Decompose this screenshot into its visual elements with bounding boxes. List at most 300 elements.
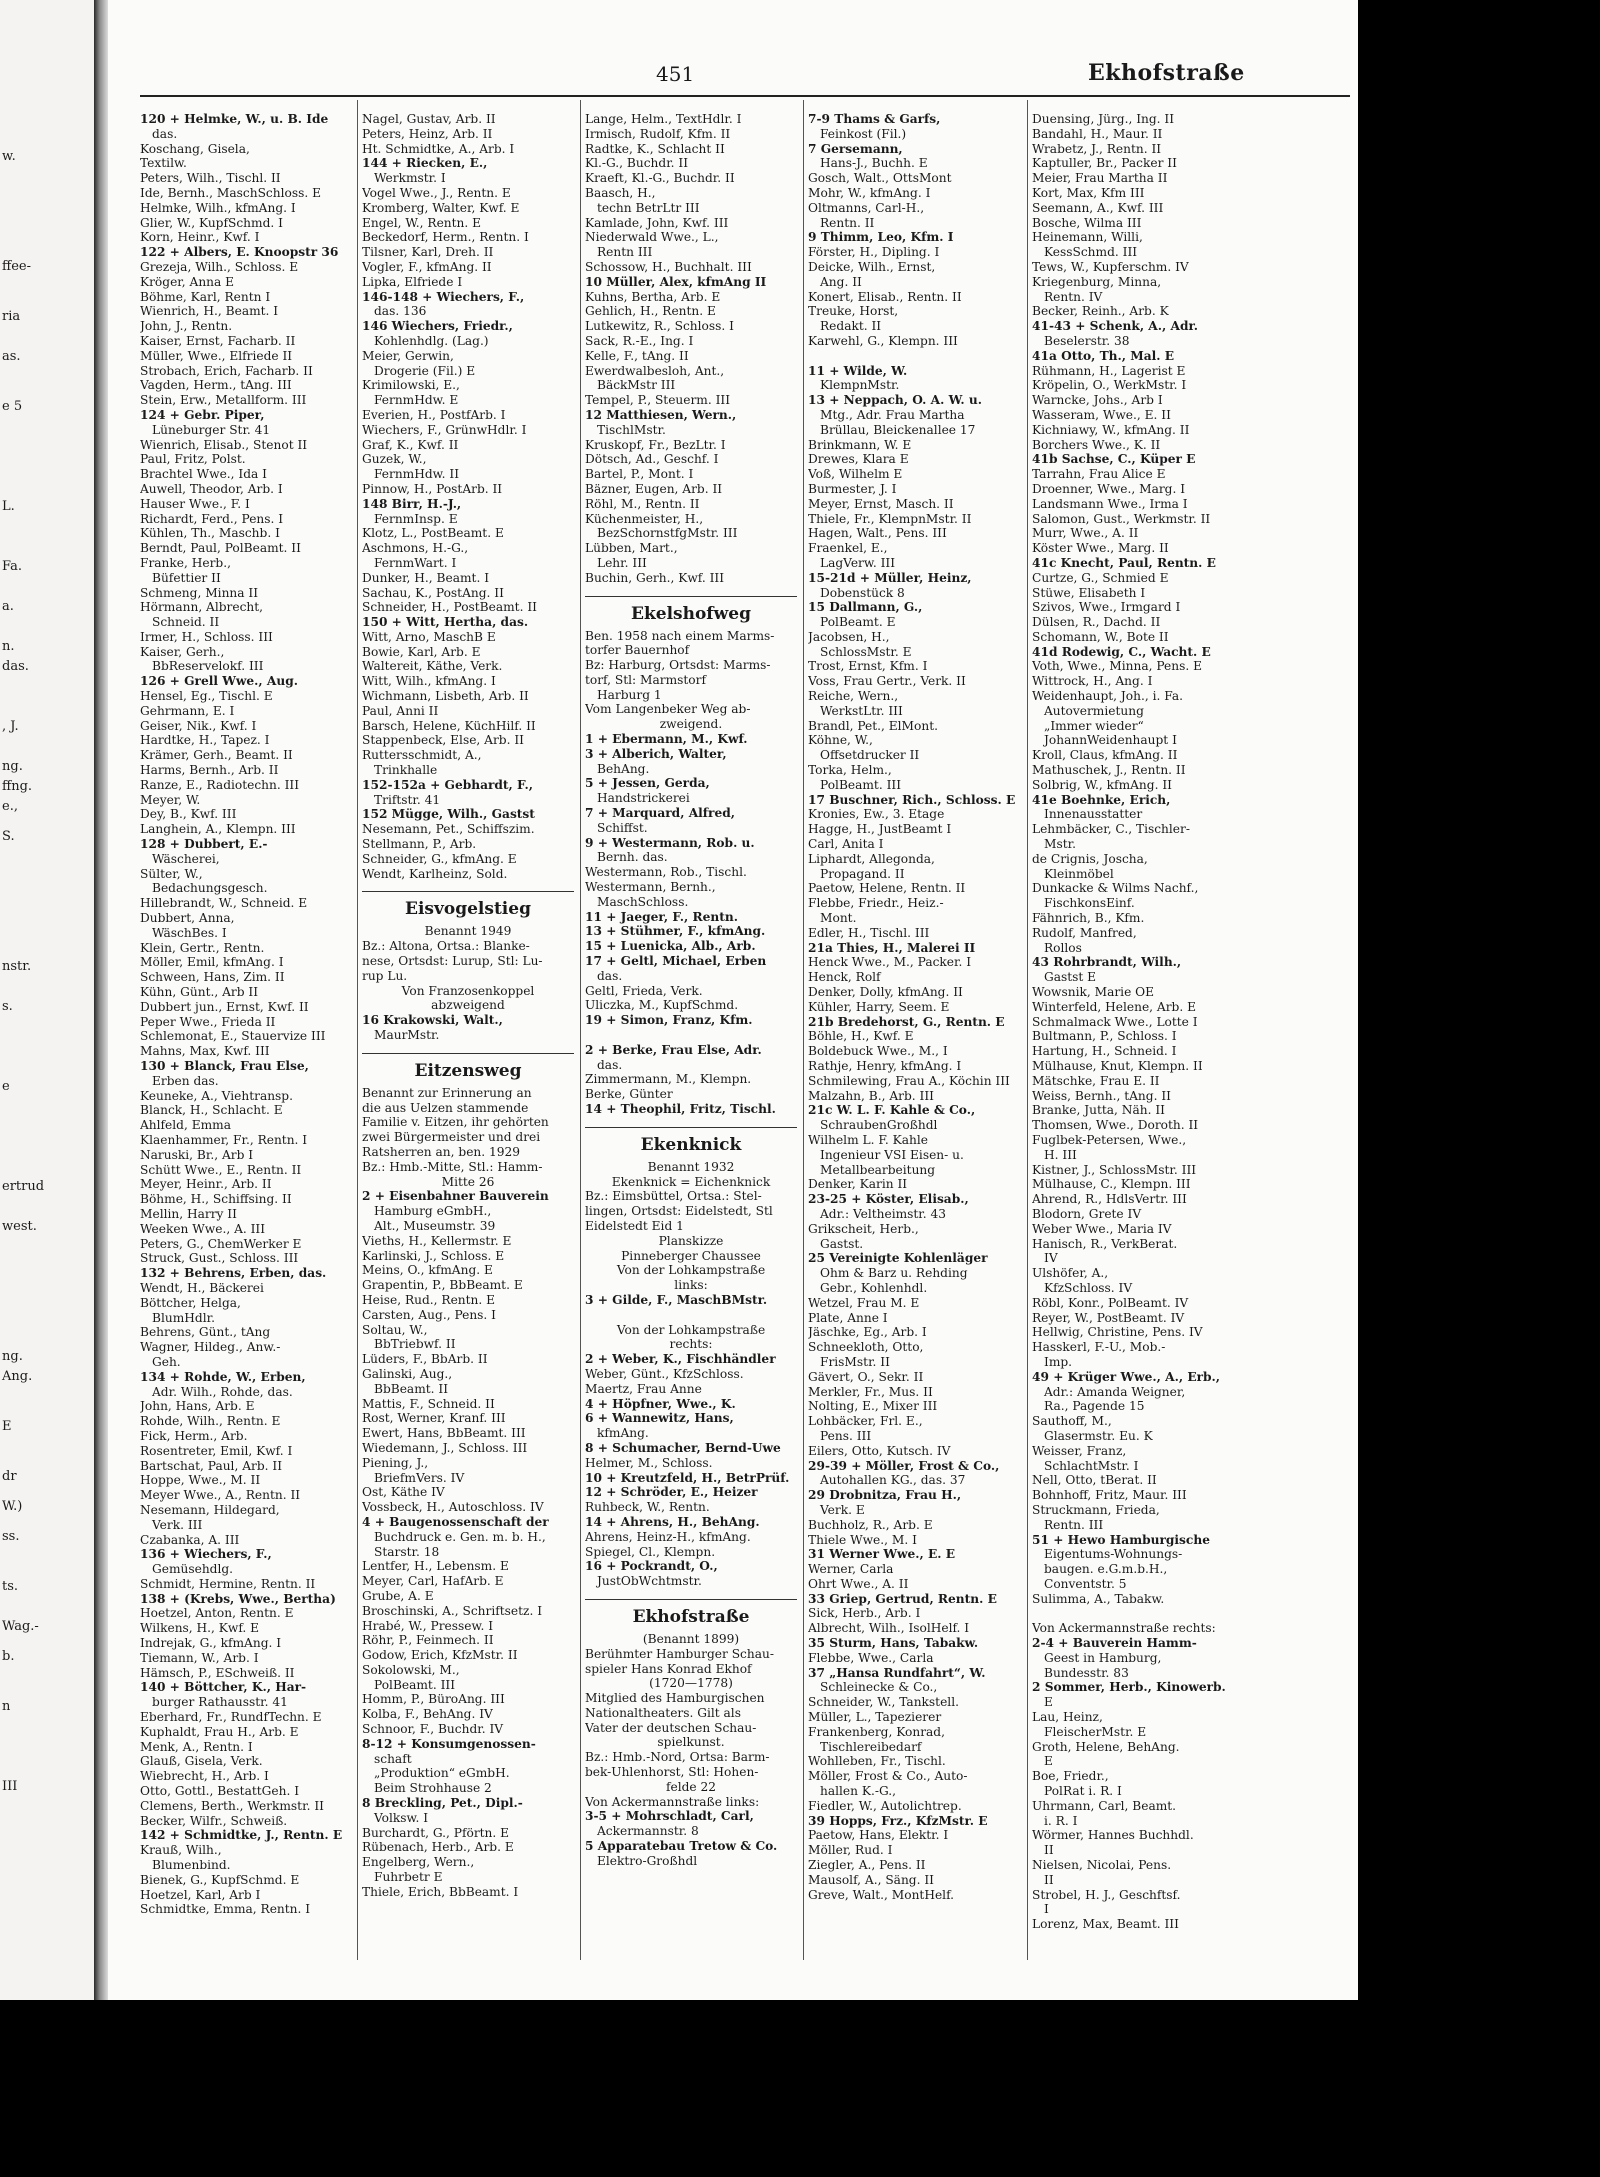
directory-entry: KlempnMstr.: [820, 378, 900, 393]
directory-entry: Paul, Fritz, Polst.: [140, 452, 246, 467]
directory-entry: Gävert, O., Sekr. II: [808, 1369, 924, 1384]
directory-entry: Kruskopf, Fr., BezLtr. I: [585, 437, 726, 452]
directory-entry: John, J., Rentn.: [140, 319, 233, 334]
directory-entry: Böttcher, Helga,: [140, 1295, 241, 1310]
directory-entry: Eidelstedt Eid 1: [585, 1218, 684, 1233]
directory-entry: Autohallen KG., das. 37: [820, 1473, 966, 1488]
directory-entry: Schiffst.: [597, 820, 648, 835]
directory-entry: 41d Rodewig, C., Wacht. E: [1032, 644, 1211, 659]
directory-entry: 12 Matthiesen, Wern.,: [585, 407, 737, 422]
directory-entry: 4 + Baugenossenschaft der: [362, 1514, 549, 1529]
directory-entry: 39 Hopps, Frz., KfzMstr. E: [808, 1813, 988, 1828]
directory-entry: Glasermstr. Eu. K: [1044, 1428, 1153, 1443]
directory-entry: Rollos: [1044, 940, 1082, 955]
directory-entry: Sokolowski, M.,: [362, 1662, 460, 1677]
directory-entry: Deicke, Wilh., Ernst,: [808, 259, 936, 274]
directory-entry: Lehr. III: [597, 555, 647, 570]
directory-entry: Rudolf, Manfred,: [1032, 925, 1137, 940]
directory-entry: Dunker, H., Beamt. I: [362, 570, 490, 585]
directory-entry: [585, 1028, 797, 1043]
directory-entry: Peper Wwe., Frieda II: [140, 1014, 276, 1029]
directory-entry: [585, 1308, 797, 1323]
directory-entry: Kühler, Harry, Seem. E: [808, 999, 950, 1014]
directory-entry: Gastst.: [820, 1236, 864, 1251]
directory-entry: Westermann, Bernh.,: [585, 880, 716, 895]
directory-entry: 124 + Gebr. Piper,: [140, 407, 265, 422]
directory-entry: Radtke, K., Schlacht II: [585, 141, 725, 156]
facing-page-fragment: n: [2, 1699, 11, 1714]
directory-entry: Rübenach, Herb., Arb. E: [362, 1840, 514, 1855]
directory-entry: 122 + Albers, E. Knoopstr 36: [140, 245, 339, 260]
directory-entry: Schleinecke & Co.,: [820, 1680, 938, 1695]
directory-entry: Sülter, W.,: [140, 866, 203, 881]
directory-entry: Ziegler, A., Pens. II: [808, 1858, 926, 1873]
book-gutter: [94, 0, 108, 2000]
directory-entry: E: [1044, 1754, 1053, 1769]
directory-entry: Wilkens, H., Kwf. E: [140, 1621, 260, 1636]
directory-entry: Textilw.: [140, 156, 187, 171]
directory-entry: PolRat i. R. I: [1044, 1784, 1122, 1799]
directory-entry: Kronies, Ew., 3. Etage: [808, 807, 945, 822]
directory-entry: 41-43 + Schenk, A., Adr.: [1032, 319, 1199, 334]
directory-entry: spieler Hans Konrad Ekhof: [585, 1661, 752, 1676]
directory-entry: Menk, A., Rentn. I: [140, 1739, 253, 1754]
directory-entry: Schmilewing, Frau A., Köchin III: [808, 1073, 1010, 1088]
directory-entry: Meier, Frau Martha II: [1032, 171, 1168, 186]
directory-entry: Berndt, Paul, PolBeamt. II: [140, 541, 301, 556]
directory-entry: Pens. III: [820, 1428, 872, 1443]
directory-entry: Nesemann, Pet., Schiffszim.: [362, 822, 535, 837]
column-3: [585, 112, 797, 1869]
directory-entry: Paul, Anni II: [362, 703, 439, 718]
directory-entry: Solbrig, W., kfmAng. II: [1032, 777, 1172, 792]
directory-entry: Berke, Günter: [585, 1087, 673, 1102]
directory-entry: Kichniawy, W., kfmAng. II: [1032, 422, 1190, 437]
directory-entry: Greve, Walt., MontHelf.: [808, 1887, 955, 1902]
directory-entry: Hardtke, H., Tapez. I: [140, 733, 270, 748]
directory-entry: Helmer, M., Schloss.: [585, 1455, 713, 1470]
directory-entry: das.: [152, 126, 178, 141]
directory-entry: Merkler, Fr., Mus. II: [808, 1384, 933, 1399]
directory-entry: Harms, Bernh., Arb. II: [140, 763, 279, 778]
directory-entry: Lutkewitz, R., Schloss. I: [585, 319, 734, 334]
directory-entry: kfmAng.: [597, 1426, 649, 1441]
directory-entry: Wendt, H., Bäckerei: [140, 1280, 264, 1295]
directory-entry: Hamburg eGmbH.,: [374, 1204, 492, 1219]
directory-entry: Voß, Wilhelm E: [808, 467, 903, 482]
directory-entry: Denker, Karin II: [808, 1177, 908, 1192]
directory-entry: Rathje, Henry, kfmAng. I: [808, 1059, 962, 1073]
directory-entry: Denker, Dolly, kfmAng. II: [808, 985, 963, 1000]
directory-entry: Adr. Wilh., Rohde, das.: [152, 1384, 293, 1399]
directory-entry: 4 + Höpfner, Wwe., K.: [585, 1396, 736, 1411]
directory-entry: Frankenberg, Konrad,: [808, 1724, 945, 1739]
header-rule: [140, 95, 1350, 97]
directory-entry: Ulshöfer, A.,: [1032, 1266, 1109, 1281]
directory-entry: Röbl, Konr., PolBeamt. IV: [1032, 1295, 1189, 1310]
directory-entry: Wrabetz, J., Rentn. II: [1032, 141, 1162, 156]
directory-entry: Bultmann, P., Schloss. I: [1032, 1029, 1177, 1044]
directory-entry: 15 + Luenicka, Alb., Arb.: [585, 939, 756, 954]
directory-entry: Wienrich, Elisab., Stenot II: [140, 437, 308, 452]
directory-entry: Wiebrecht, H., Arb. I: [140, 1769, 269, 1784]
directory-entry: Mausolf, A., Säng. II: [808, 1872, 934, 1887]
directory-entry: Trost, Ernst, Kfm. I: [808, 659, 928, 674]
directory-entry: Wilhelm L. F. Kahle: [808, 1132, 928, 1147]
directory-entry: Adr.: Veltheimstr. 43: [820, 1206, 947, 1221]
facing-page-fragment: dr: [2, 1469, 17, 1484]
directory-entry: Indrejak, G., kfmAng. I: [140, 1636, 282, 1651]
directory-entry: Sick, Herb., Arb. I: [808, 1606, 921, 1621]
directory-entry: 152 Mügge, Wilh., Gastst: [362, 807, 535, 822]
directory-entry: Müller, L., Tapezierer: [808, 1710, 942, 1725]
directory-entry: Dobenstück 8: [820, 585, 905, 600]
directory-entry: Mstr.: [1044, 837, 1076, 852]
facing-page-fragment: S.: [2, 829, 15, 844]
directory-entry: Klaenhammer, Fr., Rentn. I: [140, 1132, 308, 1147]
column-divider: [580, 100, 581, 1960]
directory-entry: Malzahn, B., Arb. III: [808, 1088, 934, 1103]
directory-entry: Curtze, G., Schmied E: [1032, 570, 1169, 585]
directory-entry: Bz.: Hmb.-Nord, Ortsa: Barm-: [585, 1750, 770, 1765]
directory-entry: hallen K.-G.,: [820, 1784, 896, 1799]
directory-entry: torfer Bauernhof: [585, 643, 690, 658]
directory-entry: Mont.: [820, 911, 857, 926]
directory-entry: Gastst E: [1044, 970, 1097, 985]
directory-entry: Borchers Wwe., K. II: [1032, 437, 1161, 452]
directory-entry: 23-25 + Köster, Elisab.,: [808, 1192, 969, 1207]
directory-entry: Konert, Elisab., Rentn. II: [808, 289, 962, 304]
directory-entry: Westermann, Rob., Tischl.: [585, 865, 747, 880]
directory-entry: 13 + Neppach, O. A. W. u.: [808, 393, 982, 408]
directory-entry: Duensing, Jürg., Ing. II: [1032, 112, 1175, 126]
directory-entry: Stein, Erw., Metallform. III: [140, 393, 307, 408]
directory-entry: Clemens, Berth., Werkmstr. II: [140, 1798, 324, 1813]
directory-entry: Klein, Gertr., Rentn.: [140, 940, 265, 955]
directory-entry: Boe, Friedr.,: [1032, 1769, 1109, 1784]
directory-entry: Röhr, P., Feinmech. II: [362, 1633, 494, 1648]
directory-entry: Czabanka, A. III: [140, 1532, 240, 1547]
facing-page-fragment: das.: [2, 659, 29, 674]
facing-page-fragment: E: [2, 1419, 12, 1434]
directory-entry: [1032, 1606, 1254, 1621]
directory-entry: Dey, B., Kwf. III: [140, 807, 237, 822]
facing-page-fragment: a.: [2, 599, 14, 614]
directory-entry: Lüders, F., BbArb. II: [362, 1352, 488, 1367]
directory-entry: 2 Sommer, Herb., Kinowerb.: [1032, 1680, 1226, 1695]
directory-entry: 12 + Schröder, E., Heizer: [585, 1485, 758, 1500]
directory-entry: Beselerstr. 38: [1044, 333, 1130, 348]
directory-entry: Köhne, W.,: [808, 733, 873, 748]
directory-entry: Tiemann, W., Arb. I: [140, 1650, 259, 1665]
directory-entry: schaft: [374, 1751, 412, 1766]
directory-entry: Rentn. IV: [1044, 289, 1103, 304]
directory-entry: Rentn. II: [820, 215, 875, 230]
directory-entry: Dubbert, Anna,: [140, 911, 235, 926]
directory-entry: Sack, R.-E., Ing. I: [585, 333, 694, 348]
directory-entry: Niederwald Wwe., L.,: [585, 230, 719, 245]
directory-entry: Pinnow, H., PostArb. II: [362, 481, 503, 496]
directory-entry: Oltmanns, Carl-H.,: [808, 200, 925, 215]
directory-entry: Möller, Rud. I: [808, 1843, 893, 1858]
directory-entry: 9 + Westermann, Rob. u.: [585, 835, 755, 850]
directory-entry: Innenausstatter: [1044, 807, 1143, 822]
directory-entry: Fick, Herm., Arb.: [140, 1428, 248, 1443]
facing-page-fragment: b.: [2, 1649, 15, 1664]
directory-entry: BlumHdlr.: [152, 1310, 215, 1325]
directory-entry: Hagen, Walt., Pens. III: [808, 526, 947, 541]
directory-entry: Gemüsehdlg.: [152, 1562, 234, 1577]
directory-entry: Rentn. III: [1044, 1517, 1104, 1532]
directory-entry: SchlachtMstr. I: [1044, 1458, 1139, 1473]
directory-entry: Stüwe, Elisabeth I: [1032, 585, 1146, 600]
directory-entry: Bandahl, H., Maur. II: [1032, 126, 1163, 141]
directory-entry: Heise, Rud., Rentn. E: [362, 1292, 496, 1307]
directory-entry: Ahrend, R., HdlsVertr. III: [1032, 1192, 1187, 1207]
directory-entry: Fuglbek-Petersen, Wwe.,: [1032, 1132, 1187, 1147]
directory-entry: Kohlenhdlg. (Lag.): [374, 333, 489, 348]
directory-entry: Alt., Museumstr. 39: [374, 1218, 496, 1233]
directory-entry: Wendt, Karlheinz, Sold.: [362, 866, 508, 881]
directory-entry: Schnoor, F., Buchdr. IV: [362, 1722, 504, 1737]
directory-entry: Adr.: Amanda Weigner,: [1044, 1384, 1186, 1399]
directory-entry: 138 + (Krebs, Wwe., Bertha): [140, 1591, 336, 1606]
directory-entry: Köster Wwe., Marg. II: [1032, 541, 1169, 556]
directory-entry: Handstrickerei: [597, 791, 690, 806]
directory-entry: Kaiser, Gerh.,: [140, 644, 225, 659]
directory-entry: Irmisch, Rudolf, Kfm. II: [585, 126, 731, 141]
directory-entry: Salomon, Gust., Werkmstr. II: [1032, 511, 1211, 526]
directory-entry: Lange, Helm., TextHdlr. I: [585, 112, 742, 126]
running-head: Ekhofstraße: [1088, 60, 1245, 86]
directory-entry: Dunkacke & Wilms Nachf.,: [1032, 881, 1199, 896]
directory-entry: de Crignis, Joscha,: [1032, 851, 1148, 866]
directory-entry: Vossbeck, H., Autoschloss. IV: [362, 1500, 544, 1515]
directory-entry: Becker, Reinh., Arb. K: [1032, 304, 1169, 319]
directory-entry: 13 + Stühmer, F., kfmAng.: [585, 924, 766, 939]
directory-entry: Blodorn, Grete IV: [1032, 1206, 1142, 1221]
directory-entry: Thiele Wwe., M. I: [808, 1532, 917, 1547]
directory-entry: Hoetzel, Anton, Rentn. E: [140, 1606, 294, 1621]
directory-entry: Sauthoff, M.,: [1032, 1414, 1112, 1429]
directory-entry: rup Lu.: [362, 968, 408, 983]
directory-entry: 132 + Behrens, Erben, das.: [140, 1266, 327, 1281]
directory-entry: Branke, Jutta, Näh. II: [1032, 1103, 1165, 1118]
directory-entry: Graf, K., Kwf. II: [362, 437, 459, 452]
directory-entry: Werner, Carla: [808, 1562, 894, 1577]
directory-entry: Kühn, Günt., Arb II: [140, 985, 259, 1000]
directory-entry: Rohde, Wilh., Rentn. E: [140, 1414, 281, 1429]
directory-entry: Drewes, Klara E: [808, 452, 909, 467]
directory-entry: Brandl, Pet., ElMont.: [808, 718, 938, 733]
directory-entry: Zimmermann, M., Klempn.: [585, 1072, 752, 1087]
directory-entry: Von Ackermannstraße links:: [585, 1794, 760, 1809]
directory-entry: 2-4 + Bauverein Hamm-: [1032, 1636, 1197, 1651]
directory-entry: Piening, J.,: [362, 1455, 429, 1470]
directory-entry: Auwell, Theodor, Arb. I: [140, 481, 283, 496]
directory-entry: techn BetrLtr III: [597, 200, 700, 215]
directory-entry: Triftstr. 41: [374, 792, 441, 807]
directory-entry: Bz.: Hmb.-Mitte, Stl.: Hamm-: [362, 1159, 543, 1174]
directory-entry: Grikscheit, Herb.,: [808, 1221, 919, 1236]
street-heading: Eisvogelstieg: [362, 891, 574, 920]
directory-entry: Ohm & Barz u. Rehding: [820, 1266, 968, 1281]
directory-entry: Brüllau, Bleickenallee 17: [820, 422, 976, 437]
directory-entry: Ost, Käthe IV: [362, 1485, 445, 1500]
directory-entry: FleischerMstr. E: [1044, 1724, 1147, 1739]
directory-entry: Maertz, Frau Anne: [585, 1381, 702, 1396]
directory-entry: II: [1044, 1843, 1054, 1858]
directory-entry: Bernh. das.: [597, 850, 668, 865]
directory-entry: Barsch, Helene, KüchHilf. II: [362, 718, 536, 733]
directory-entry: Wohlleben, Fr., Tischl.: [808, 1754, 946, 1769]
directory-entry: torf, Stl: Marmstorf: [585, 672, 706, 687]
directory-entry: 43 Rohrbrandt, Wilh.,: [1032, 955, 1182, 970]
facing-page-fragment: ffee-: [2, 259, 32, 274]
directory-entry: E: [1044, 1695, 1053, 1710]
directory-entry: Hoppe, Wwe., M. II: [140, 1473, 261, 1488]
directory-entry: „Produktion“ eGmbH.: [374, 1766, 510, 1781]
directory-entry: Wiechers, F., GrünwHdlr. I: [362, 422, 527, 437]
directory-entry: Glauß, Gisela, Verk.: [140, 1754, 263, 1769]
directory-entry: Liphardt, Allegonda,: [808, 851, 935, 866]
directory-entry: Uliczka, M., KupfSchmd.: [585, 998, 739, 1013]
facing-page-edge: [0, 0, 94, 2000]
directory-entry: Koschang, Gisela,: [140, 141, 250, 156]
directory-entry: Tischlereibedarf: [820, 1739, 922, 1754]
directory-entry: Ranze, E., Radiotechn. III: [140, 777, 300, 792]
directory-entry: Propagand. II: [820, 866, 905, 881]
directory-entry: Meyer Wwe., A., Rentn. II: [140, 1488, 301, 1503]
directory-entry: 5 + Jessen, Gerda,: [585, 776, 710, 791]
directory-entry: Kromberg, Walter, Kwf. E: [362, 200, 520, 215]
directory-entry: Werkmstr. I: [374, 171, 446, 186]
directory-entry: Bz.: Eimsbüttel, Ortsa.: Stel-: [585, 1189, 762, 1204]
facing-page-fragment: w.: [2, 149, 16, 164]
directory-entry: 21c W. L. F. Kahle & Co.,: [808, 1103, 976, 1118]
directory-entry: Blumenbind.: [152, 1858, 231, 1873]
directory-entry: Warncke, Johs., Arb I: [1032, 393, 1163, 408]
facing-page-fragment: ss.: [2, 1529, 20, 1544]
directory-entry: Ang. II: [820, 274, 862, 289]
directory-entry: 16 + Pockrandt, O.,: [585, 1559, 718, 1574]
directory-entry: 17 Buschner, Rich., Schloss. E: [808, 792, 1016, 807]
directory-entry: Meyer, Ernst, Masch. II: [808, 496, 954, 511]
directory-entry: Metallbearbeitung: [820, 1162, 936, 1177]
directory-entry: Schneekloth, Otto,: [808, 1340, 924, 1355]
directory-entry: Vogel Wwe., J., Rentn. E: [362, 185, 511, 200]
directory-entry: 25 Vereinigte Kohlenläger: [808, 1251, 988, 1266]
directory-entry: Erben das.: [152, 1073, 219, 1088]
directory-entry: 136 + Wiechers, F.,: [140, 1547, 272, 1562]
directory-entry: Lüneburger Str. 41: [152, 422, 271, 437]
directory-entry: FrisMstr. II: [820, 1354, 890, 1369]
directory-entry: Reyer, W., PostBeamt. IV: [1032, 1310, 1185, 1325]
directory-entry: Bartschat, Paul, Arb. II: [140, 1458, 283, 1473]
directory-entry: Flebbe, Wwe., Carla: [808, 1650, 934, 1665]
column-divider: [357, 100, 358, 1960]
directory-entry: 130 + Blanck, Frau Else,: [140, 1059, 309, 1073]
directory-entry: Soltau, W.,: [362, 1322, 428, 1337]
directory-entry: Von der Lohkampstraße: [616, 1263, 766, 1278]
directory-entry: 142 + Schmidtke, J., Rentn. E: [140, 1828, 343, 1843]
directory-entry: Hämsch, P., ESchweiß. II: [140, 1665, 295, 1680]
directory-entry: Grapentin, P., BbBeamt. E: [362, 1278, 523, 1293]
directory-entry: Engel, W., Rentn. E: [362, 215, 482, 230]
directory-entry: Imp.: [1044, 1354, 1073, 1369]
directory-entry: abzweigend: [431, 998, 505, 1013]
directory-entry: Jäschke, Eg., Arb. I: [808, 1325, 927, 1340]
directory-entry: SchraubenGroßhdl: [820, 1118, 938, 1133]
directory-entry: Vater der deutschen Schau-: [585, 1720, 757, 1735]
directory-entry: Broschinski, A., Schriftsetz. I: [362, 1603, 543, 1618]
directory-entry: Volksw. I: [374, 1810, 429, 1825]
directory-entry: Kleinmöbel: [1044, 866, 1114, 881]
directory-entry: 5 Apparatebau Tretow & Co.: [585, 1839, 778, 1854]
directory-entry: 150 + Witt, Hertha, das.: [362, 615, 529, 630]
directory-entry: Beckedorf, Herm., Rentn. I: [362, 230, 529, 245]
facing-page-fragment: west.: [2, 1219, 37, 1234]
facing-page-fragment: ertrud: [2, 1179, 45, 1194]
directory-entry: Ra., Pagende 15: [1044, 1399, 1145, 1414]
scan-border-bottom: [0, 2000, 1600, 2177]
directory-entry: Mtg., Adr. Frau Martha: [820, 407, 965, 422]
directory-entry: Geltl, Frieda, Verk.: [585, 983, 703, 998]
directory-entry: Spiegel, Cl., Klempn.: [585, 1544, 716, 1559]
directory-entry: Ahrens, Heinz-H., kfmAng.: [585, 1529, 751, 1544]
directory-entry: Verk. III: [152, 1517, 203, 1532]
directory-entry: Dülsen, R., Dachd. II: [1032, 615, 1161, 630]
directory-entry: Geest in Hamburg,: [1044, 1650, 1162, 1665]
directory-entry: Waltereit, Käthe, Verk.: [362, 659, 503, 674]
directory-entry: Lentfer, H., Lebensm. E: [362, 1559, 509, 1574]
directory-entry: PolBeamt. III: [820, 777, 902, 792]
directory-entry: Peters, Heinz, Arb. II: [362, 126, 493, 141]
directory-entry: Förster, H., Dipling. I: [808, 245, 940, 260]
directory-entry: Sachau, K., PostAng. II: [362, 585, 504, 600]
directory-entry: Kuphaldt, Frau H., Arb. E: [140, 1724, 299, 1739]
directory-entry: 134 + Rohde, W., Erben,: [140, 1369, 306, 1384]
directory-entry: Mitte 26: [441, 1174, 495, 1189]
directory-entry: Winterfeld, Helene, Arb. E: [1032, 999, 1197, 1014]
directory-entry: Redakt. II: [820, 319, 882, 334]
directory-entry: Schmeng, Minna II: [140, 585, 259, 600]
directory-entry: „Immer wieder“: [1044, 718, 1144, 733]
directory-entry: Ruhbeck, W., Rentn.: [585, 1500, 710, 1515]
directory-entry: Plate, Anne I: [808, 1310, 888, 1325]
street-heading: Eitzensweg: [362, 1053, 574, 1082]
directory-entry: Hans-J., Buchh. E: [820, 156, 928, 171]
directory-entry: Schomann, W., Bote II: [1032, 629, 1169, 644]
directory-entry: Weber Wwe., Maria IV: [1032, 1221, 1172, 1236]
directory-entry: Langhein, A., Klempn. III: [140, 822, 296, 837]
directory-entry: Bundesstr. 83: [1044, 1665, 1129, 1680]
directory-entry: 128 + Dubbert, E.-: [140, 837, 268, 852]
directory-entry: das. 136: [374, 304, 427, 319]
directory-entry: Galinski, Aug.,: [362, 1366, 453, 1381]
directory-entry: Mathuschek, J., Rentn. II: [1032, 763, 1186, 778]
directory-entry: 14 + Ahrens, H., BehAng.: [585, 1514, 760, 1529]
directory-entry: Schneider, W., Tankstell.: [808, 1695, 959, 1710]
facing-page-fragment: n.: [2, 639, 15, 654]
directory-entry: Ewert, Hans, BbBeamt. III: [362, 1426, 526, 1441]
directory-entry: 35 Sturm, Hans, Tabakw.: [808, 1636, 979, 1651]
column-divider: [1027, 100, 1028, 1960]
directory-entry: LagVerw. III: [820, 555, 896, 570]
directory-entry: 2 + Weber, K., Fischhändler: [585, 1352, 776, 1367]
directory-entry: Möller, Frost & Co., Auto-: [808, 1769, 968, 1784]
directory-entry: Dubbert jun., Ernst, Kwf. II: [140, 999, 309, 1014]
